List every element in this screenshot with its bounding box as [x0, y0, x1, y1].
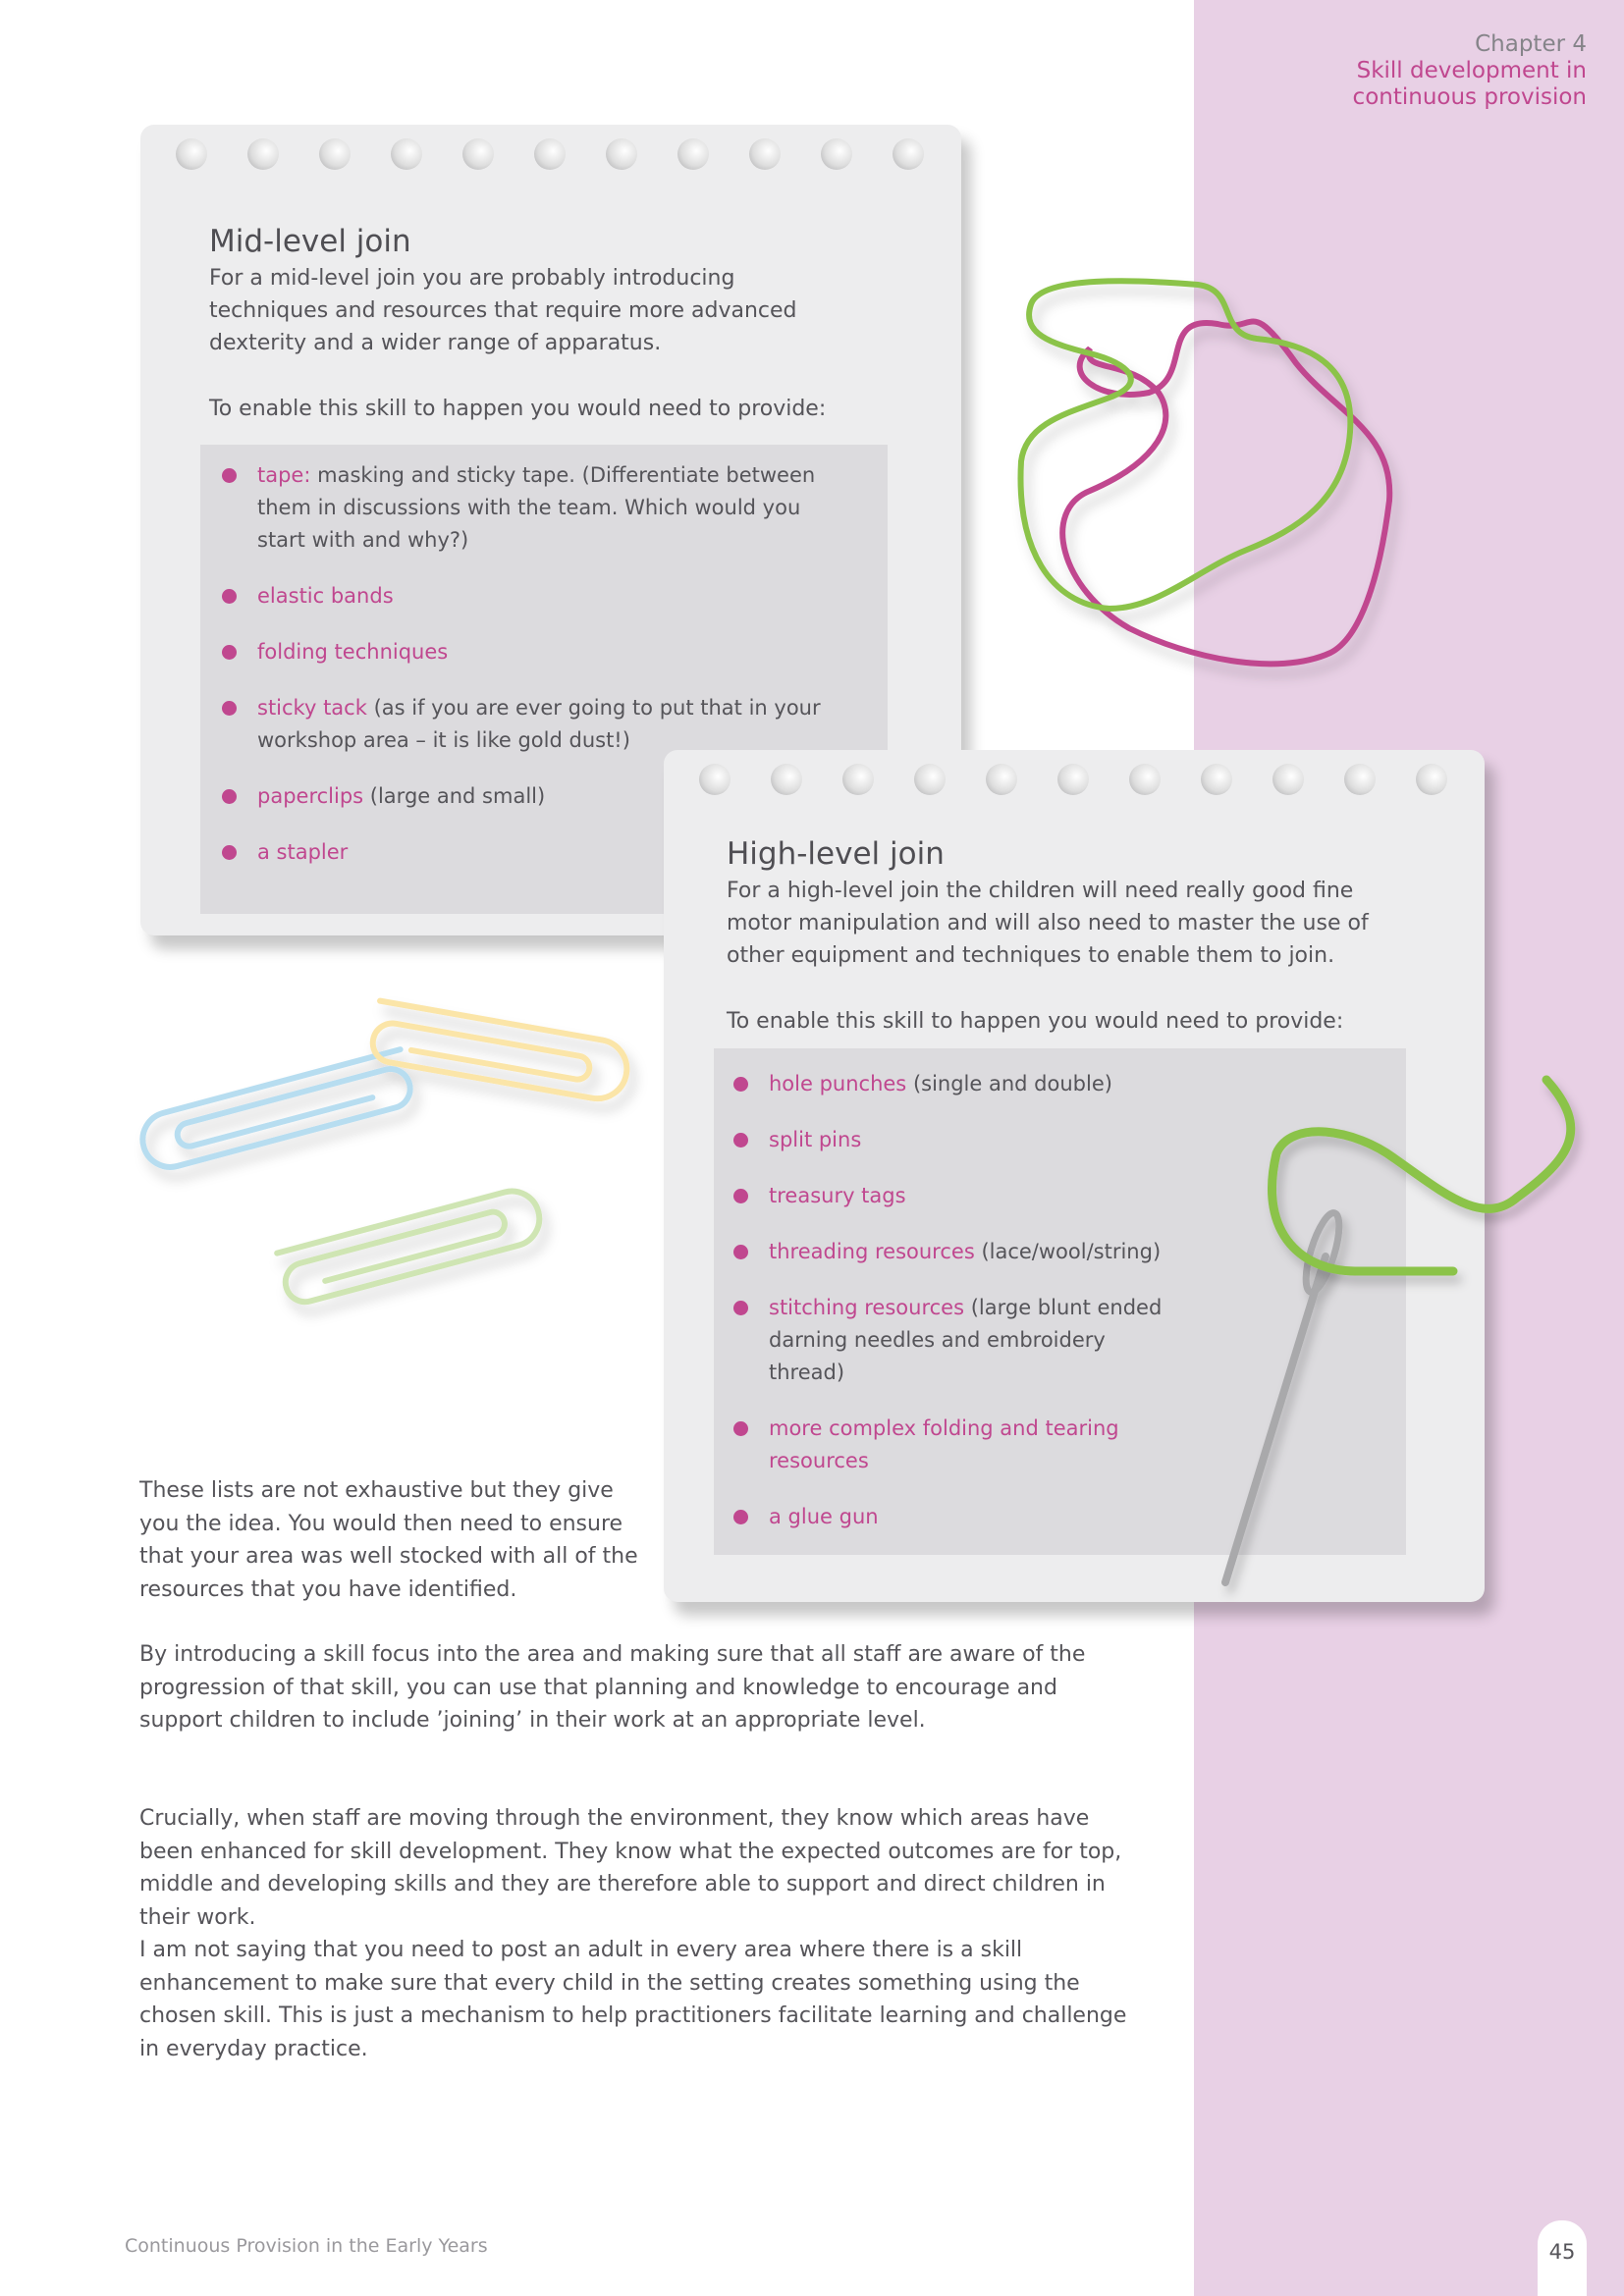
paperclip-blue [136, 1049, 414, 1173]
body-paragraph-1: These lists are not exhaustive but they give you the idea. You would then need to ensure that your area was well stocked with all of the resources that you have identified. [139, 1478, 638, 1602]
spiral-hole-icon [1344, 764, 1376, 795]
high-level-card [664, 750, 1485, 1602]
list-item: hole punches (single and double) [722, 1068, 1183, 1100]
list-item: a stapler [210, 836, 848, 869]
paperclip-yellow [370, 1001, 631, 1103]
mid-level-provide: To enable this skill to happen you would need to provide: [209, 397, 827, 421]
bullet-dot-icon [733, 1510, 748, 1524]
spiral-hole-icon [749, 138, 781, 170]
bullet-dot-icon [222, 468, 237, 483]
spiral-hole-icon [534, 138, 566, 170]
mid-level-title: Mid-level join [209, 224, 411, 259]
spiral-hole-icon [771, 764, 802, 795]
spiral-hole-icon [606, 138, 637, 170]
bullet-dot-icon [222, 701, 237, 716]
chapter-title-line1: Skill development in [1356, 58, 1587, 83]
spiral-hole-icon [914, 764, 946, 795]
spiral-hole-icon [319, 138, 351, 170]
bullet-dot-icon [733, 1245, 748, 1259]
spiral-hole-icon [821, 138, 852, 170]
list-item: folding techniques [210, 636, 848, 668]
footer-book-title: Continuous Provision in the Early Years [125, 2235, 488, 2257]
high-level-provide: To enable this skill to happen you would need to provide: [727, 1009, 1344, 1034]
bullet-dot-icon [222, 845, 237, 860]
spiral-hole-icon [1129, 764, 1161, 795]
bullet-dot-icon [222, 589, 237, 604]
chapter-number: Chapter 4 [1475, 31, 1587, 57]
paperclip-green [277, 1185, 545, 1306]
list-item: stitching resources (large blunt ended darning needles and embroidery thread) [722, 1292, 1183, 1389]
list-item: treasury tags [722, 1180, 1183, 1212]
spiral-hole-icon [391, 138, 422, 170]
bullet-dot-icon [733, 1077, 748, 1092]
spiral-hole-icon [677, 138, 709, 170]
high-level-intro: For a high-level join the children will need really good fine motor manipulation and will also need to master the use of other equipment and techniques to enable them to join. [727, 879, 1369, 968]
list-item: elastic bands [210, 580, 848, 613]
spiral-holes [664, 764, 1485, 803]
list-item: threading resources (lace/wool/string) [722, 1236, 1183, 1268]
spiral-hole-icon [1057, 764, 1089, 795]
bullet-dot-icon [733, 1133, 748, 1148]
body-paragraph-2: By introducing a skill focus into the area and making sure that all staff are aware of the progression of that skill, you can use that planning and knowledge to encourage and support children to include ’joining’ in their work at an appropriate level. [139, 1642, 1086, 1733]
spiral-hole-icon [1272, 764, 1304, 795]
list-item: tape: masking and sticky tape. (Differentiate between them in discussions with the team. Which would you start with and why?) [210, 459, 848, 557]
spiral-hole-icon [1201, 764, 1232, 795]
mid-level-intro: For a mid-level join you are probably introducing techniques and resources that require more advanced dexterity and a wider range of apparatus. [209, 266, 797, 355]
page-number-tab [1538, 2220, 1587, 2296]
bullet-dot-icon [222, 645, 237, 660]
list-item: paperclips (large and small) [210, 780, 848, 813]
page-number: 45 [1548, 2240, 1576, 2264]
high-level-list [714, 1048, 1183, 1533]
high-level-title: High-level join [727, 836, 945, 872]
spiral-hole-icon [842, 764, 874, 795]
body-paragraph-4: I am not saying that you need to post an adult in every area where there is a skill enhancement to make sure that every child in the setting creates something using the chosen skill. This is just a mechanism to help practitioners facilitate learning and challenge in everyday practice. [139, 1938, 1127, 2061]
spiral-hole-icon [893, 138, 924, 170]
spiral-holes [140, 138, 961, 178]
bullet-dot-icon [733, 1189, 748, 1203]
spiral-hole-icon [699, 764, 731, 795]
bullet-dot-icon [222, 789, 237, 804]
list-item: more complex folding and tearing resources [722, 1413, 1183, 1477]
list-item: sticky tack (as if you are ever going to put that in your workshop area – it is like gold dust!) [210, 692, 848, 757]
spiral-hole-icon [247, 138, 279, 170]
chapter-header [1353, 31, 1587, 111]
list-item: split pins [722, 1124, 1183, 1156]
list-item: a glue gun [722, 1501, 1183, 1533]
spiral-hole-icon [462, 138, 494, 170]
bullet-dot-icon [733, 1301, 748, 1315]
body-paragraph-3: Crucially, when staff are moving through the environment, they know which areas have been enhanced for skill development. They know what the expected outcomes are for top, middle and developing skills and they are therefore able to support and direct children in their work. [139, 1806, 1122, 1930]
spiral-hole-icon [986, 764, 1017, 795]
spiral-hole-icon [176, 138, 207, 170]
high-level-listbox [714, 1048, 1406, 1555]
paperclip-icon [136, 1001, 631, 1307]
spiral-hole-icon [1416, 764, 1447, 795]
bullet-dot-icon [733, 1421, 748, 1436]
chapter-title-line2: continuous provision [1352, 84, 1587, 110]
